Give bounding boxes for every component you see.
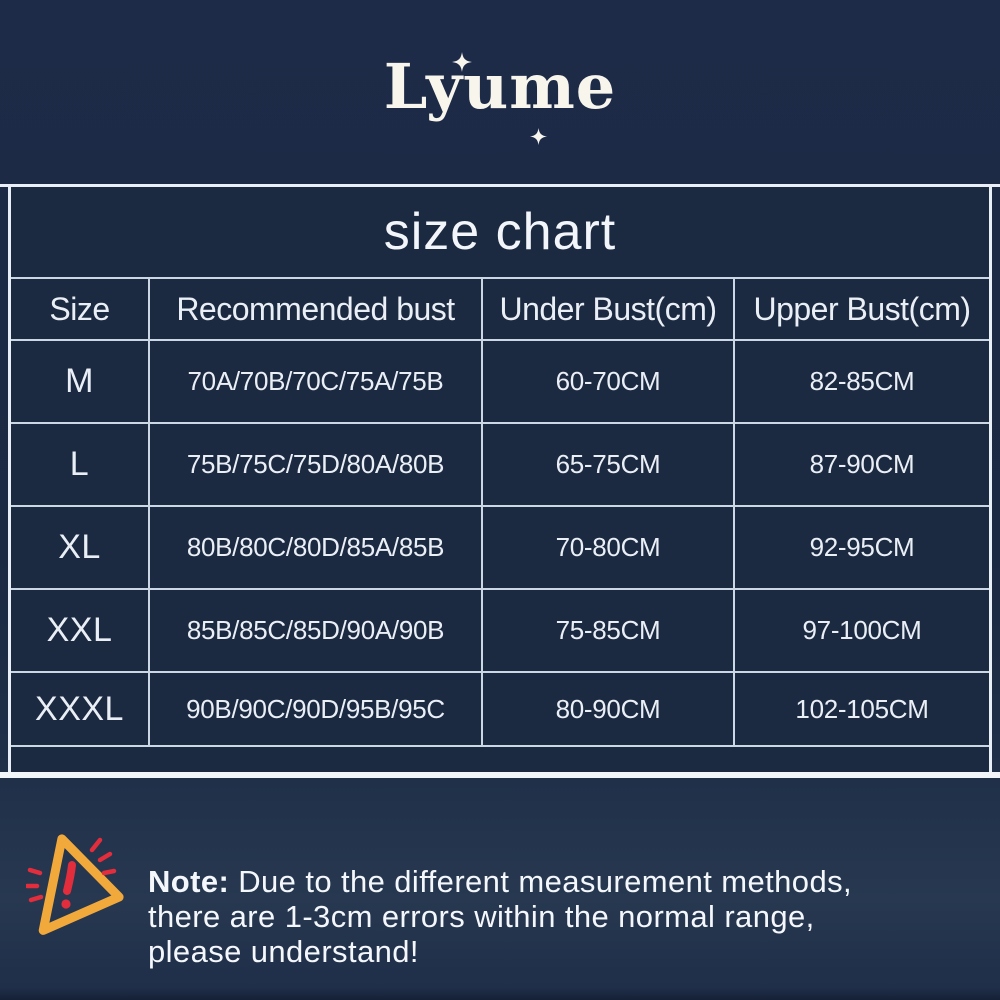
size-value: XXXL xyxy=(11,673,150,745)
upper-bust-value: 82-85CM xyxy=(809,366,915,396)
size-value: XXL xyxy=(11,590,150,671)
table-footer-strip xyxy=(11,747,989,772)
table-row-m xyxy=(11,341,989,424)
under-bust-value: 80-90CM xyxy=(483,673,735,745)
table-row-xl xyxy=(11,507,989,590)
recommended-bust-value: 75B/75C/75D/80A/80B xyxy=(150,424,483,505)
table-row-xxxl xyxy=(11,673,989,747)
size-chart-title: size chart xyxy=(11,187,989,279)
table-bottom-border xyxy=(0,772,1000,778)
recommended-bust-value: 80B/80C/80D/85A/85B xyxy=(150,507,483,588)
upper-bust-value: 87-90CM xyxy=(809,449,915,479)
size-chart-table xyxy=(8,187,992,772)
table-header-row xyxy=(11,279,989,341)
recommended-bust-value: 70A/70B/70C/75A/75B xyxy=(150,341,483,422)
note-label: Note: xyxy=(148,864,230,899)
note-line-2: there are 1-3cm errors within the normal range, xyxy=(148,899,815,934)
warning-triangle-icon xyxy=(26,828,148,962)
size-value: L xyxy=(11,424,150,505)
size-value: XL xyxy=(11,507,150,588)
recommended-bust-value: 85B/85C/85D/90A/90B xyxy=(150,590,483,671)
table-row-xxl xyxy=(11,590,989,673)
brand-header xyxy=(0,0,1000,184)
under-bust-value: 65-75CM xyxy=(483,424,735,505)
upper-bust-value: 92-95CM xyxy=(809,532,915,562)
upper-bust-value: 97-100CM xyxy=(802,615,922,645)
header-upper-bust: Upper Bust(cm) xyxy=(753,290,971,327)
sparkle-icon xyxy=(530,128,547,145)
size-value: M xyxy=(11,341,150,422)
upper-bust-value: 102-105CM xyxy=(795,693,929,724)
header-under-bust: Under Bust(cm) xyxy=(483,279,735,339)
under-bust-value: 60-70CM xyxy=(483,341,735,422)
brand-logo: Lyume xyxy=(383,50,617,123)
under-bust-value: 70-80CM xyxy=(483,507,735,588)
under-bust-value: 75-85CM xyxy=(483,590,735,671)
note-text xyxy=(148,864,978,969)
header-size: Size xyxy=(11,279,150,339)
note-line-3: please understand! xyxy=(148,934,419,969)
table-row-l xyxy=(11,424,989,507)
note-line-1: Note: Due to the different measurement methods, xyxy=(148,864,853,899)
header-recommended-bust: Recommended bust xyxy=(150,279,483,339)
recommended-bust-value: 90B/90C/90D/95B/95C xyxy=(150,673,483,745)
